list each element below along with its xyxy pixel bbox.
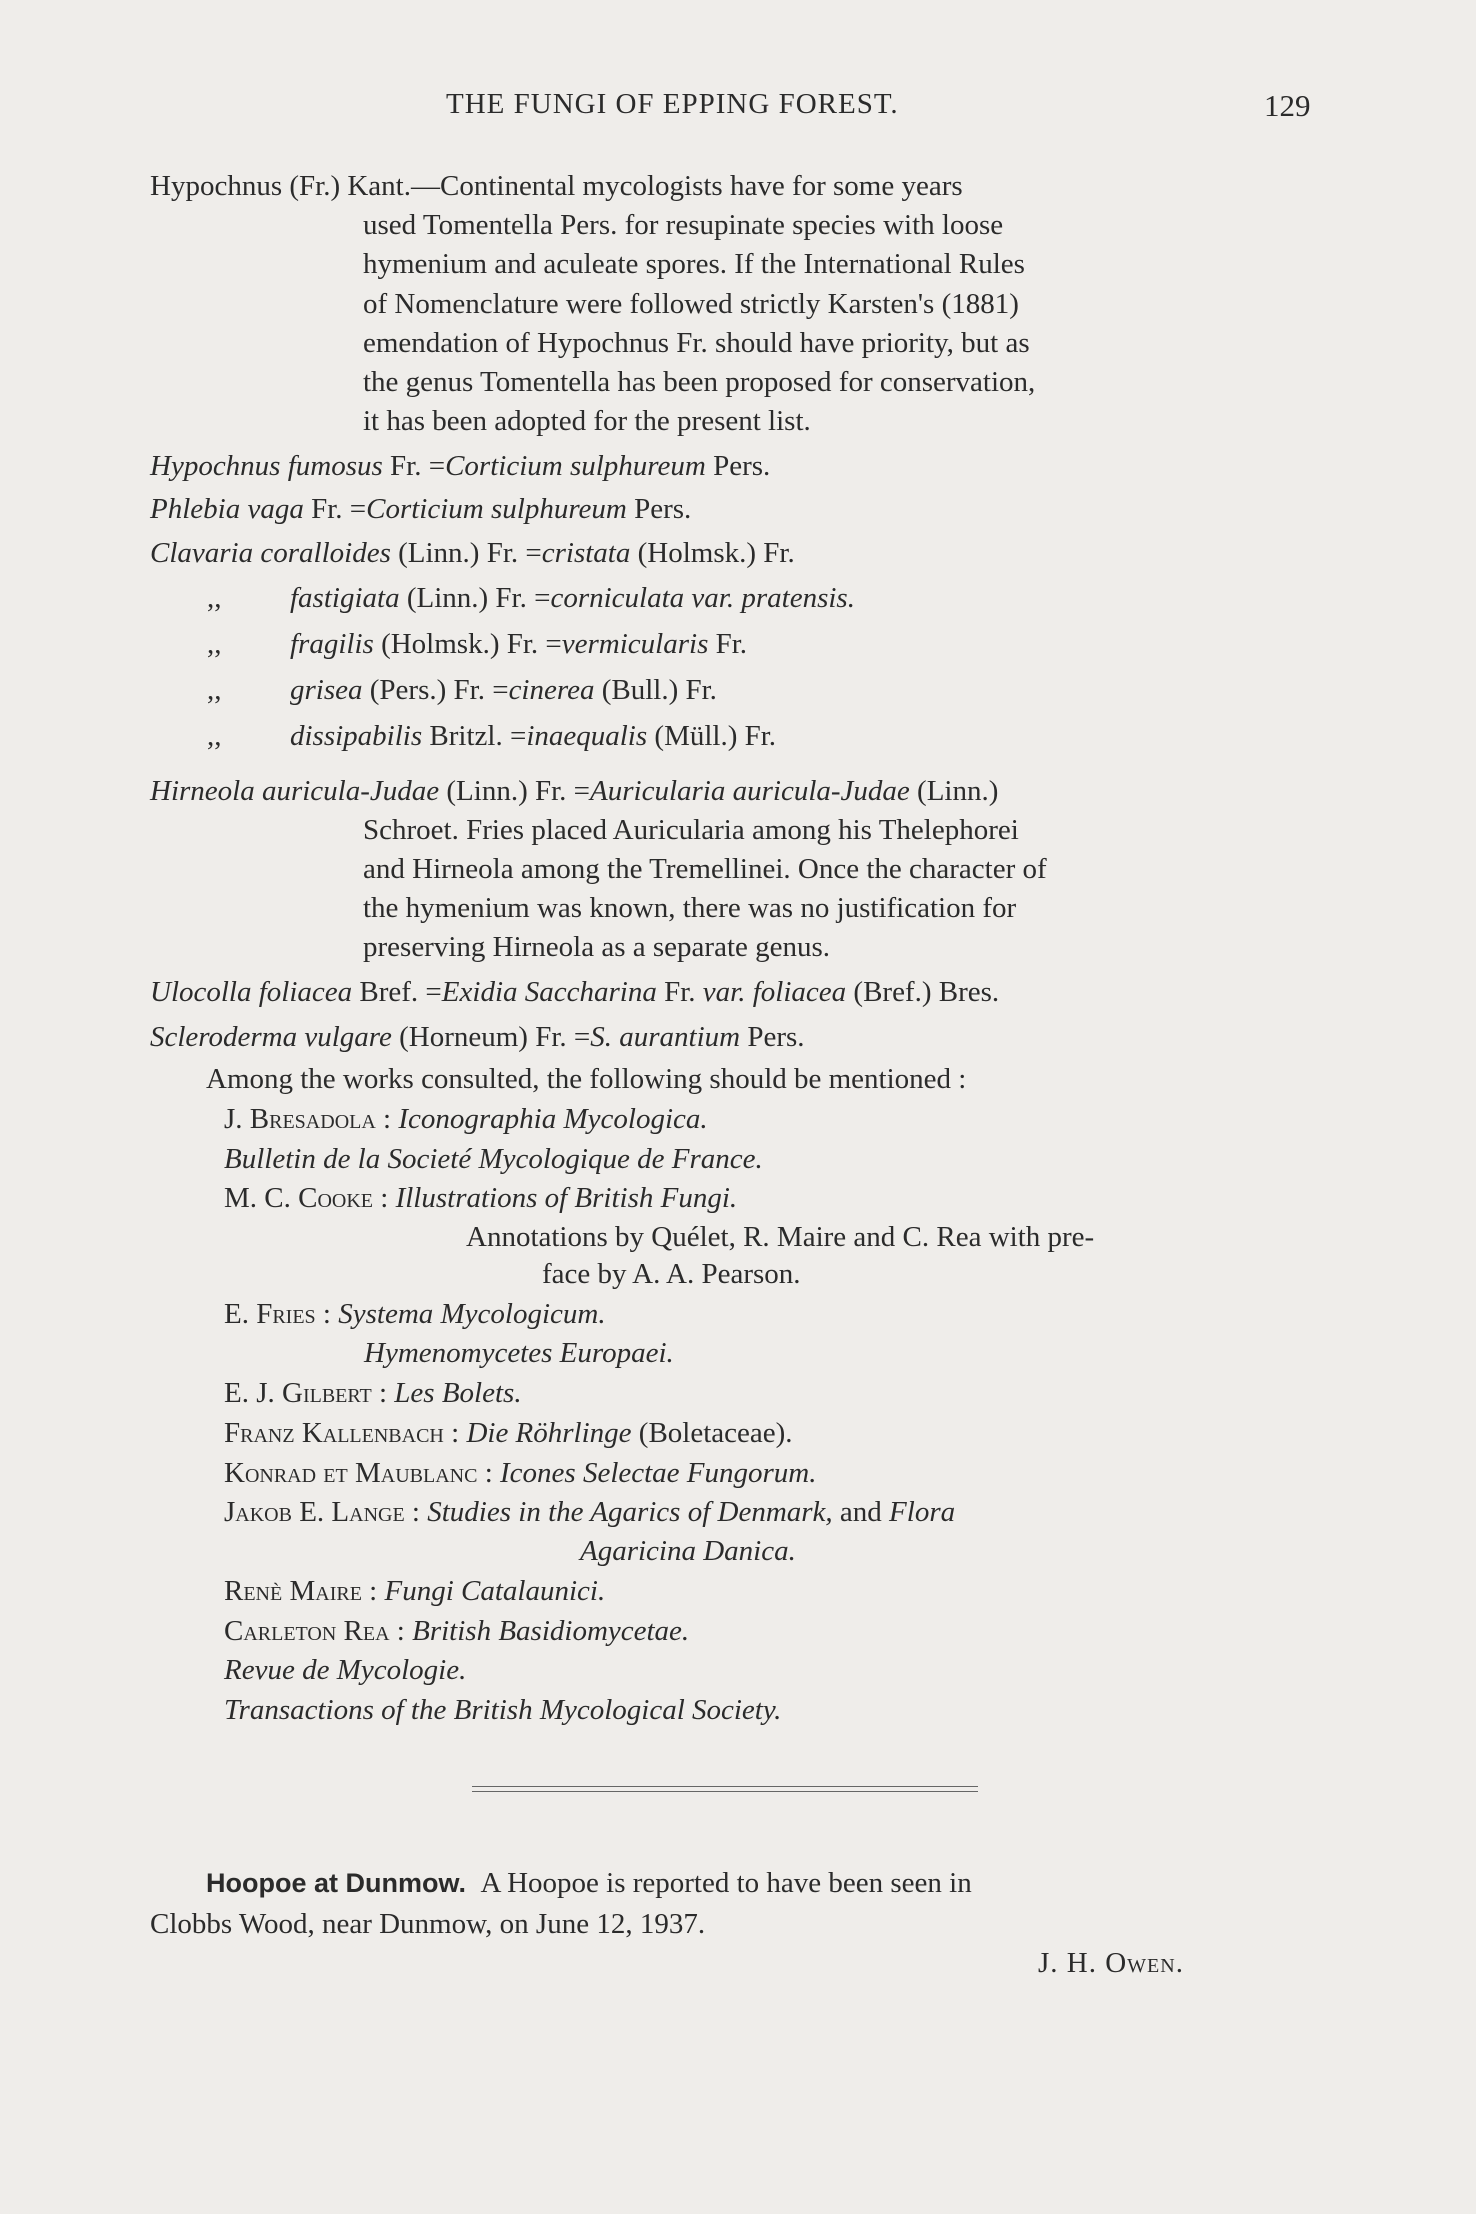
work-revue [224,1652,466,1688]
genus-name: Hypochnus [150,170,283,202]
work-title: Agaricina Danica. [580,1535,796,1567]
work-lange [224,1494,955,1530]
work-author: E. J. Gilbert : [224,1377,388,1409]
species-name: grisea [290,674,363,706]
synonym-subentry [290,718,776,754]
ulocolla-entry [150,974,999,1010]
work-transactions [224,1692,781,1728]
work-author: M. C. Cooke : [224,1182,389,1214]
hypochnus-line-5: emendation of Hypochnus Fr. should have priority, but as [363,327,1030,359]
variety-name: foliacea [745,976,847,1008]
species-name: fastigiata [290,582,400,614]
authority: (Linn.) Fr. = [439,775,591,807]
authority: Pers. [740,1021,805,1053]
work-title: Iconographia Mycologica. [398,1103,708,1135]
hirneola-line-1 [150,773,998,809]
work-title: Die Röhrlinge [466,1417,632,1449]
work-kallenbach [224,1415,793,1451]
authority: Fr. [708,628,748,660]
equivalent-name: cristata [541,537,631,569]
variety-mark: var. [702,976,746,1008]
equivalent-name: Auricularia auricula-Judae [590,775,910,807]
work-cooke-note-2: face by A. A. Pearson. [542,1258,801,1290]
equivalent-name: Corticium sulphureum [445,450,706,482]
synonym-subentry [290,672,717,708]
work-title: Flora [889,1496,956,1528]
hypochnus-line-2: used Tomentella Pers. for resupinate species with loose [363,209,1004,241]
species-name: Phlebia vaga [150,493,304,525]
work-title: Bulletin de la Societé Mycologique de France. [224,1143,763,1175]
authority: (Linn.) [909,775,999,807]
running-header: THE FUNGI OF EPPING FOREST. [446,88,899,120]
equivalent-name: S. aurantium [590,1021,741,1053]
hirneola-line-4: the hymenium was known, there was no justification for [363,892,1017,924]
work-title: Revue de Mycologie. [224,1654,467,1686]
work-author: Renè Maire : [224,1575,378,1607]
ditto-mark: ,, [207,720,222,752]
work-title: British Basidiomycetae. [412,1615,690,1647]
section-divider [472,1786,978,1787]
work-title: Systema Mycologicum. [338,1298,606,1330]
work-note: (Boletaceae). [631,1417,793,1449]
ditto-mark: ,, [207,628,222,660]
authority: (Müll.) Fr. [647,720,777,752]
authority: Fr. [656,976,703,1008]
species-name: Clavaria coralloides [150,537,391,569]
work-bresadola [224,1101,708,1137]
authority: Fr. = [382,450,446,482]
species-name: dissipabilis [290,720,423,752]
work-title: Fungi Catalaunici. [384,1575,606,1607]
authority: Bref. = [352,976,442,1008]
work-bulletin [224,1141,763,1177]
species-name: fragilis [290,628,374,660]
species-name: Ulocolla foliacea [150,976,353,1008]
synonym-entry [150,448,770,484]
work-title: Transactions of the British Mycological Society. [224,1694,782,1726]
hypochnus-line-1 [150,168,963,204]
hirneola-line-2: Schroet. Fries placed Auricularia among his Thelephorei [363,814,1019,846]
hypochnus-line-4: of Nomenclature were followed strictly Karsten's (1881) [363,288,1019,320]
equivalent-name: Corticium sulphureum [366,493,627,525]
work-author: Franz Kallenbach : [224,1417,460,1449]
work-author: E. Fries : [224,1298,331,1330]
equivalent-name: cinerea [508,674,595,706]
synonym-entry [150,535,795,571]
work-author: Jakob E. Lange : [224,1496,420,1528]
authority: (Horneum) Fr. = [391,1021,591,1053]
work-title: Les Bolets. [394,1377,522,1409]
work-title: Illustrations of British Fungi. [395,1182,738,1214]
species-name: Hirneola auricula-Judae [150,775,440,807]
works-intro: Among the works consulted, the following should be mentioned : [206,1063,967,1095]
section-divider [472,1791,978,1792]
entry-text: (Fr.) Kant.—Continental mycologists have for some years [289,170,963,202]
authority: (Linn.) Fr. = [399,582,551,614]
equivalent-name: Exidia Saccharina [441,976,657,1008]
work-title: Hymenomycetes Europaei. [364,1337,674,1369]
note-heading: Hoopoe at Dunmow. [206,1868,466,1898]
authority: (Bull.) Fr. [594,674,717,706]
work-fries-title-2 [364,1335,674,1371]
hypochnus-line-6: the genus Tomentella has been proposed for conservation, [363,366,1036,398]
work-rea [224,1613,689,1649]
work-lange-title-3 [580,1533,796,1569]
note-line-1 [206,1865,972,1901]
authority: (Pers.) Fr. = [362,674,509,706]
work-author: J. Bresadola : [224,1103,392,1135]
authority: (Bref.) Bres. [846,976,1000,1008]
work-cooke-note-1: Annotations by Quélet, R. Maire and C. Rea with pre- [466,1221,1095,1253]
note-text: A Hoopoe is reported to have been seen in [480,1867,972,1899]
page-number: 129 [1264,88,1311,123]
ditto-mark: ,, [207,674,222,706]
authority: Britzl. = [422,720,527,752]
note-signature: J. H. Owen. [1038,1947,1184,1979]
ditto-mark: ,, [207,582,222,614]
work-gilbert [224,1375,522,1411]
note-line-2: Clobbs Wood, near Dunmow, on June 12, 1937. [150,1908,706,1940]
species-name: Hypochnus fumosus [150,450,383,482]
work-title: Studies in the Agarics of Denmark, [427,1496,833,1528]
work-maire [224,1573,605,1609]
authority: Pers. [626,493,692,525]
scleroderma-entry [150,1019,805,1055]
authority: (Linn.) Fr. = [390,537,542,569]
work-cooke [224,1180,737,1216]
synonym-entry [150,491,691,527]
authority: (Holmsk.) Fr. = [373,628,562,660]
synonym-subentry [290,626,747,662]
authority: Pers. [705,450,771,482]
work-fries [224,1296,606,1332]
hirneola-line-3: and Hirneola among the Tremellinei. Once the character of [363,853,1047,885]
hypochnus-line-3: hymenium and aculeate spores. If the International Rules [363,248,1025,280]
authority: (Holmsk.) Fr. [630,537,795,569]
work-author: Carleton Rea : [224,1615,405,1647]
work-konrad [224,1455,817,1491]
equivalent-name: vermicularis [561,628,709,660]
work-author: Konrad et Maublanc : [224,1457,493,1489]
hypochnus-line-7: it has been adopted for the present list. [363,405,811,437]
synonym-subentry [290,580,855,616]
equivalent-name: corniculata var. pratensis. [550,582,855,614]
work-title: Icones Selectae Fungorum. [500,1457,817,1489]
equivalent-name: inaequalis [526,720,648,752]
authority: Fr. = [303,493,367,525]
work-conjunction: and [832,1496,890,1528]
hirneola-line-5: preserving Hirneola as a separate genus. [363,931,831,963]
species-name: Scleroderma vulgare [150,1021,392,1053]
